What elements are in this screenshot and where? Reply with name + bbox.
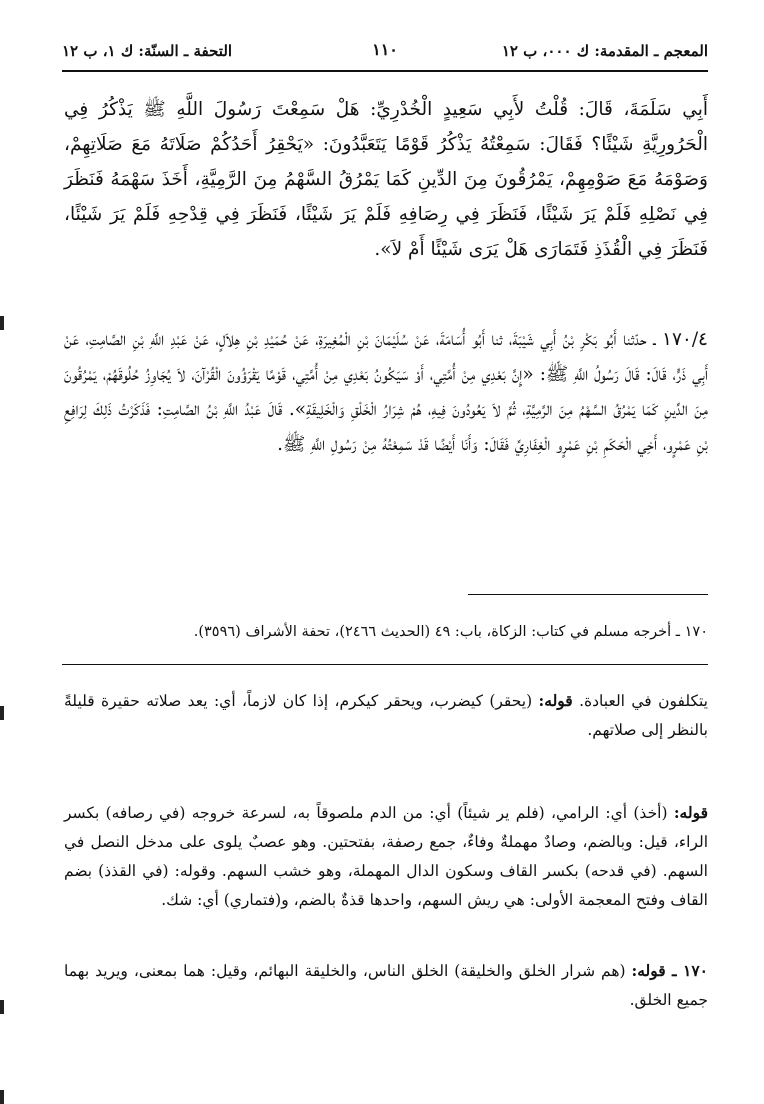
header-right-reference: المعجم ـ المقدمة: ك ٠٠٠، ب ١٢	[501, 42, 708, 60]
scan-edge-mark	[0, 706, 4, 720]
commentary-divider	[62, 664, 708, 665]
hadith-paragraph-1	[64, 92, 708, 267]
commentary-paragraph-1	[64, 686, 708, 745]
footnote: ١٧٠ ـ أخرجه مسلم في كتاب: الزكاة، باب: ٤٩ (الحديث ٢٤٦٦)، تحفة الأشراف (٣٥٩٦).	[193, 624, 708, 640]
hadith-paragraph-2	[64, 322, 708, 462]
commentary-3-keyword: ١٧٠ ـ قوله:	[631, 961, 708, 980]
scan-edge-mark	[0, 316, 4, 330]
commentary-1-lead: يتكلفون في العبادة.	[572, 692, 708, 710]
commentary-1-keyword: قوله:	[538, 691, 573, 710]
commentary-paragraph-3	[64, 956, 708, 1015]
hadith-text-1: أَبِي سَلَمَةَ، قَالَ: قُلْتُ لأَبِي سَعِيدٍ الْخُدْرِيِّ: هَلْ سَمِعْتَ رَسُولَ اللَّهِ ﷺ يَذْكُرُ فِي الْحَرُورِيَّةِ شَيْئًا؟ فَقَالَ: سَمِعْتُهُ يَذْكُرُ قَوْمًا يَتَعَبَّدُونَ: «يَحْقِرُ أَحَدُكُمْ صَلَاتَهُ مَعَ صَلَاتِهِمْ، وَصَوْمَهُ مَعَ صَوْمِهِمْ، يَمْرُقُونَ مِنَ الدِّينِ كَمَا يَمْرُقُ السَّهْمُ مِنَ الرَّمِيَّةِ، أَخَذَ سَهْمَهُ فَنَظَرَ فِي نَصْلِهِ فَلَمْ يَرَ شَيْئًا، فَنَظَرَ فِي رِصَافِهِ فَلَمْ يَرَ شَيْئًا، فَنَظَرَ فِي قِدْحِهِ فَلَمْ يَرَ شَيْئًا، فَنَظَرَ فِي الْقُذَذِ فَتَمَارَى هَلْ يَرَى شَيْئًا أَمْ لاَ».	[64, 99, 708, 260]
hadith-text-2: ١٧٠/٤ ـ حدّثنا أَبُو بَكْرِ بْنُ أَبِي شَيْبَةَ، ثنا أَبُو أُسَامَةَ، عَنْ سُلَيْمَانَ بْنِ الْمُغِيرَةِ، عَنْ حُمَيْدِ بْنِ هِلاَلٍ، عَنْ عَبْدِ اللَّهِ بْنِ الصَّامِتِ، عَنْ أَبِي ذَرٍّ، قَالَ: قَالَ رَسُولُ اللَّهِ ﷺ: «إِنَّ بَعْدِي مِنْ أُمَّتِي، أَوْ سَيَكُونُ بَعْدِي مِنْ أُمَّتِي، قَوْمًا يَقْرَؤُونَ الْقُرْآنَ، لاَ يُجَاوِزُ حُلُوقَهُمْ، يَمْرُقُونَ مِنَ الدِّينِ كَمَا يَمْرُقُ السَّهْمُ مِنَ الرَّمِيَّةِ، ثُمَّ لاَ يَعُودُونَ فِيهِ، هُمْ شِرَارُ الْخَلْقِ وَالْخَلِيقَةِ». قَالَ عَبْدُ اللَّهِ بْنُ الصَّامِتِ: فَذَكَرْتُ ذَلِكَ لِرَافِعِ بْنِ عَمْرٍو، أَخِي الْحَكَمِ بْنِ عَمْرٍو الْغِفَارِيِّ فَقَالَ: وَأَنَا أَيْضًا قَدْ سَمِعْتُهُ مِنْ رَسُولِ اللَّهِ ﷺ.	[64, 329, 708, 455]
commentary-1-body: (يحقر) كيضرب، ويحقر كيكرم، إذا كان لازماً، أي: يعد صلاته حقيرة قليلةً بالنظر إلى صلاتهم.	[64, 692, 708, 739]
header-left-reference: التحفة ـ السنّة: ك ١، ب ١٢	[62, 42, 233, 60]
page-number: ١١٠	[372, 40, 398, 59]
footnote-divider	[468, 594, 708, 595]
commentary-2-keyword: قوله:	[673, 803, 708, 822]
scan-edge-mark	[0, 1000, 4, 1014]
commentary-2-body: (أخذ) أي: الرامي، (فلم ير شيئاً) أي: من الدم ملصوقاً به، لسرعة خروجه (في رصافه) بكسر الراء، قيل: وبالضم، وصادٌ مهملةٌ وفاءٌ، جمع رصفة، بفتحتين. وهو عصبٌ يلوى على مدخل النصل في السهم. (في قدحه) بكسر القاف وسكون الدال المهملة، وهو خشب السهم. وقوله: (في القذذ) بضم القاف وفتح المعجمة الأولى: هي ريش السهم، واحدها قذةٌ بالضم، و(فتماري) أي: شك.	[64, 804, 708, 909]
running-header	[62, 36, 708, 72]
commentary-3-body: (هم شرار الخلق والخليقة) الخلق الناس، والخليقة البهائم، وقيل: هما بمعنى، ويريد بهما جميع الخلق.	[64, 962, 708, 1009]
commentary-paragraph-2	[64, 798, 708, 915]
